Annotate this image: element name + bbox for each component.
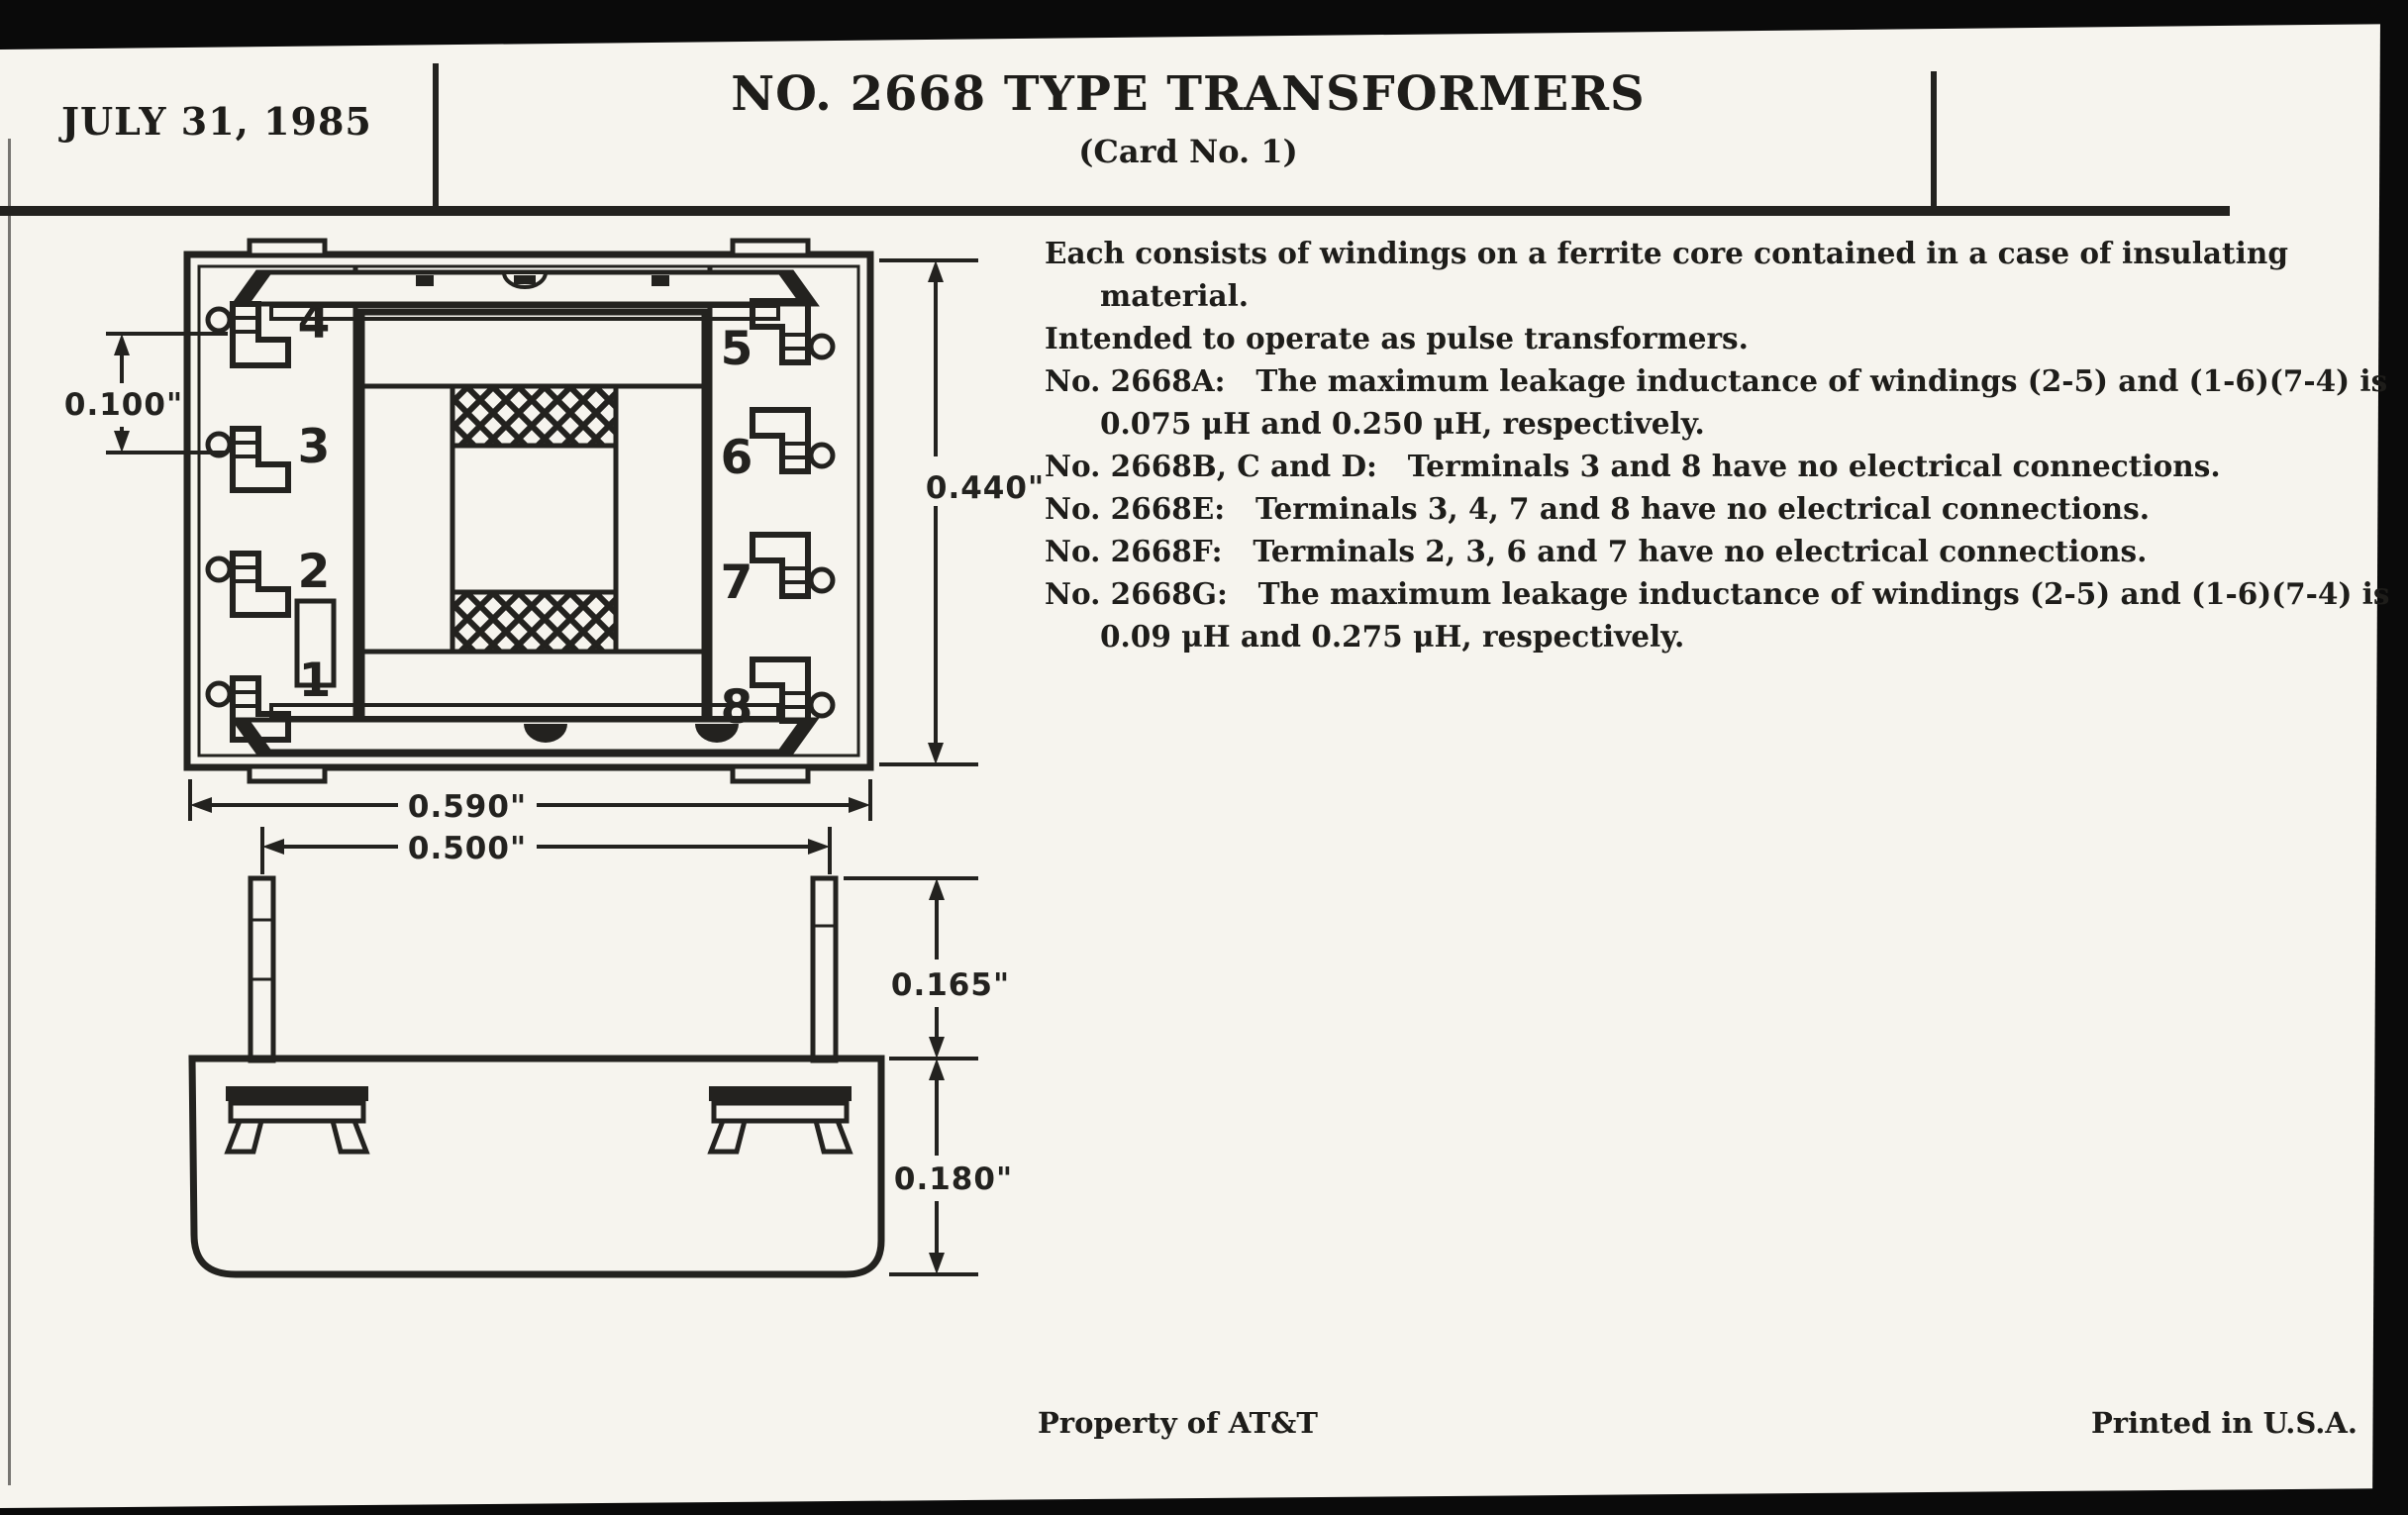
case-tab (733, 241, 808, 255)
terminals-right (721, 301, 833, 735)
page-edge-line (8, 139, 11, 1485)
dim-pin-spacing (262, 827, 830, 874)
spec-line: No. 2668A: The maximum leakage inductance of windings (2-5) and (1-6)(7-4) is (1045, 363, 2388, 398)
spec-line: 0.09 μH and 0.275 μH, respectively. (1100, 619, 1685, 654)
mounting-clip-right (709, 1086, 852, 1152)
terminal-number: 8 (720, 680, 753, 735)
footer-property: Property of AT&T (1038, 1406, 1318, 1440)
spec-line: No. 2668F: Terminals 2, 3, 6 and 7 have no electrical connections. (1045, 534, 2148, 568)
terminal-number: 4 (297, 295, 331, 350)
terminal-number: 2 (297, 545, 331, 599)
footer-printed: Printed in U.S.A. (2091, 1406, 2358, 1440)
terminal-number: 3 (297, 420, 331, 474)
transformer-drawings (30, 233, 1119, 1297)
dim-case-height (879, 260, 1045, 764)
scan-band-bottom (0, 1483, 2408, 1515)
pin-left (251, 878, 273, 1060)
spec-text (1045, 232, 2391, 657)
dim-case-width (190, 779, 870, 825)
header-rule (0, 206, 2230, 216)
case-tab (250, 766, 325, 781)
terminal-number: 6 (720, 431, 753, 485)
dim-label-case-height: 0.440" (925, 470, 1046, 506)
dim-label-case-width: 0.590" (407, 789, 528, 825)
terminal-number: 1 (298, 654, 332, 708)
dim-label-pin-spacing: 0.500" (407, 831, 528, 866)
spec-line: No. 2668G: The maximum leakage inductance of windings (2-5) and (1-6)(7-4) is (1045, 576, 2390, 611)
spec-line: Each consists of windings on a ferrite core contained in a case of insulating (1045, 236, 2288, 270)
terminals-left (208, 295, 334, 740)
header-divider-left (433, 63, 439, 210)
winding-hatch-bottom (452, 592, 616, 652)
case-tab (733, 766, 808, 781)
scan-band-top (0, 0, 2408, 51)
mounting-clip-left (226, 1086, 368, 1152)
terminal-number: 5 (720, 322, 753, 376)
spec-line: No. 2668B, C and D: Terminals 3 and 8 have no electrical connections. (1045, 449, 2221, 483)
spec-line: material. (1100, 278, 1250, 313)
terminal-number: 7 (720, 556, 753, 610)
pin-right (813, 878, 836, 1060)
dim-base-height (889, 1059, 1013, 1274)
spec-line: Intended to operate as pulse transformers. (1045, 321, 1749, 355)
page-title: NO. 2668 TYPE TRANSFORMERS (731, 66, 1646, 122)
dim-label-terminal-pitch: 0.100" (63, 387, 184, 423)
page-subtitle: (Card No. 1) (1078, 133, 1298, 171)
dim-label-pin-length: 0.165" (890, 967, 1011, 1003)
dim-pin-length (844, 878, 1010, 1059)
dim-terminal-pitch (64, 334, 228, 453)
bobbin-and-core (361, 312, 705, 725)
header-divider-right (1931, 71, 1937, 210)
transformer-top-view (64, 241, 1045, 825)
dim-label-base-height: 0.180" (893, 1162, 1014, 1197)
header-date: JULY 31, 1985 (61, 99, 372, 144)
case-tab (250, 241, 325, 255)
header-center (448, 66, 1929, 171)
transformer-side-view (192, 827, 1013, 1274)
spec-line: No. 2668E: Terminals 3, 4, 7 and 8 have no electrical connections. (1045, 491, 2150, 526)
winding-hatch-top (452, 386, 616, 446)
spec-line: 0.075 μH and 0.250 μH, respectively. (1100, 406, 1705, 441)
